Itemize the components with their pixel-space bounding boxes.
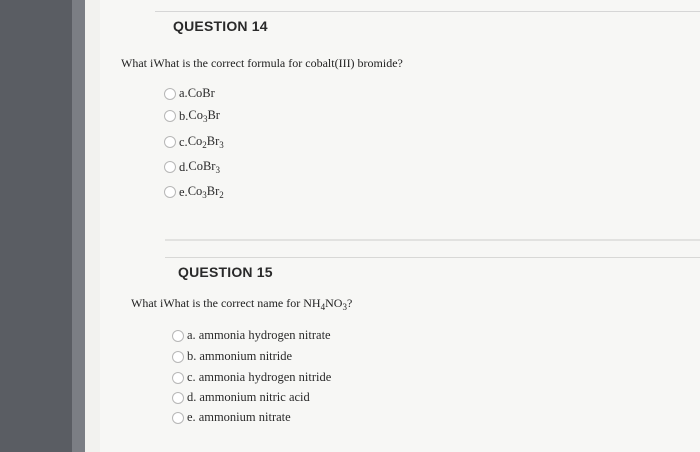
option-prefix: c. — [179, 134, 188, 149]
option-label: ammonium nitric acid — [199, 390, 310, 404]
radio-button[interactable] — [172, 372, 184, 384]
option-prefix: b. — [179, 108, 189, 123]
q15-option-d[interactable] — [172, 390, 310, 405]
option-prefix: b. — [187, 349, 197, 363]
option-formula: $Co_3Br_2$ — [187, 184, 224, 200]
option-label: ammonia hydrogen nitrate — [198, 328, 331, 342]
divider-top — [155, 11, 700, 12]
option-prefix: a. — [179, 86, 188, 100]
option-formula: CoBr$_3$ — [188, 159, 220, 175]
radio-button[interactable] — [172, 330, 184, 342]
question-15-text: What iWhat is the correct name for $NH_4NO_3$? — [131, 296, 353, 312]
q15-option-b[interactable] — [172, 349, 292, 364]
option-prefix: d. — [179, 159, 189, 174]
option-prefix: a. — [187, 328, 196, 342]
option-label: ammonium nitride — [199, 349, 293, 363]
question-14-text: What iWhat is the correct formula for cobalt(III) bromide? — [121, 56, 403, 70]
q14-option-e[interactable] — [164, 184, 224, 200]
divider-middle — [165, 239, 700, 241]
option-label: ammonium nitrate — [198, 410, 291, 424]
option-prefix: d. — [187, 390, 197, 404]
q14-option-a[interactable] — [164, 86, 215, 101]
option-label: ammonia hydrogen nitride — [198, 370, 332, 384]
question-15-title: QUESTION 15 — [178, 264, 273, 280]
radio-button[interactable] — [164, 136, 176, 148]
option-formula: $Co_3Br$ — [188, 108, 220, 124]
q15-option-c[interactable] — [172, 370, 331, 385]
radio-button[interactable] — [172, 392, 184, 404]
radio-button[interactable] — [172, 412, 184, 424]
option-formula: CoBr — [187, 86, 215, 100]
radio-button[interactable] — [164, 88, 176, 100]
option-prefix: c. — [187, 370, 196, 384]
q14-option-b[interactable] — [164, 108, 220, 124]
option-prefix: e. — [179, 184, 188, 199]
radio-button[interactable] — [164, 110, 176, 122]
q15-option-e[interactable] — [172, 410, 291, 425]
q14-option-d[interactable] — [164, 159, 220, 175]
option-formula: $Co_2Br_3$ — [187, 134, 224, 150]
radio-button[interactable] — [164, 161, 176, 173]
question-14-title: QUESTION 14 — [173, 18, 268, 34]
left-dark-margin — [0, 0, 85, 452]
radio-button[interactable] — [164, 186, 176, 198]
q15-option-a[interactable] — [172, 328, 331, 343]
option-prefix: e. — [187, 410, 196, 424]
q14-option-c[interactable] — [164, 134, 224, 150]
radio-button[interactable] — [172, 351, 184, 363]
divider-middle-2 — [165, 257, 700, 258]
